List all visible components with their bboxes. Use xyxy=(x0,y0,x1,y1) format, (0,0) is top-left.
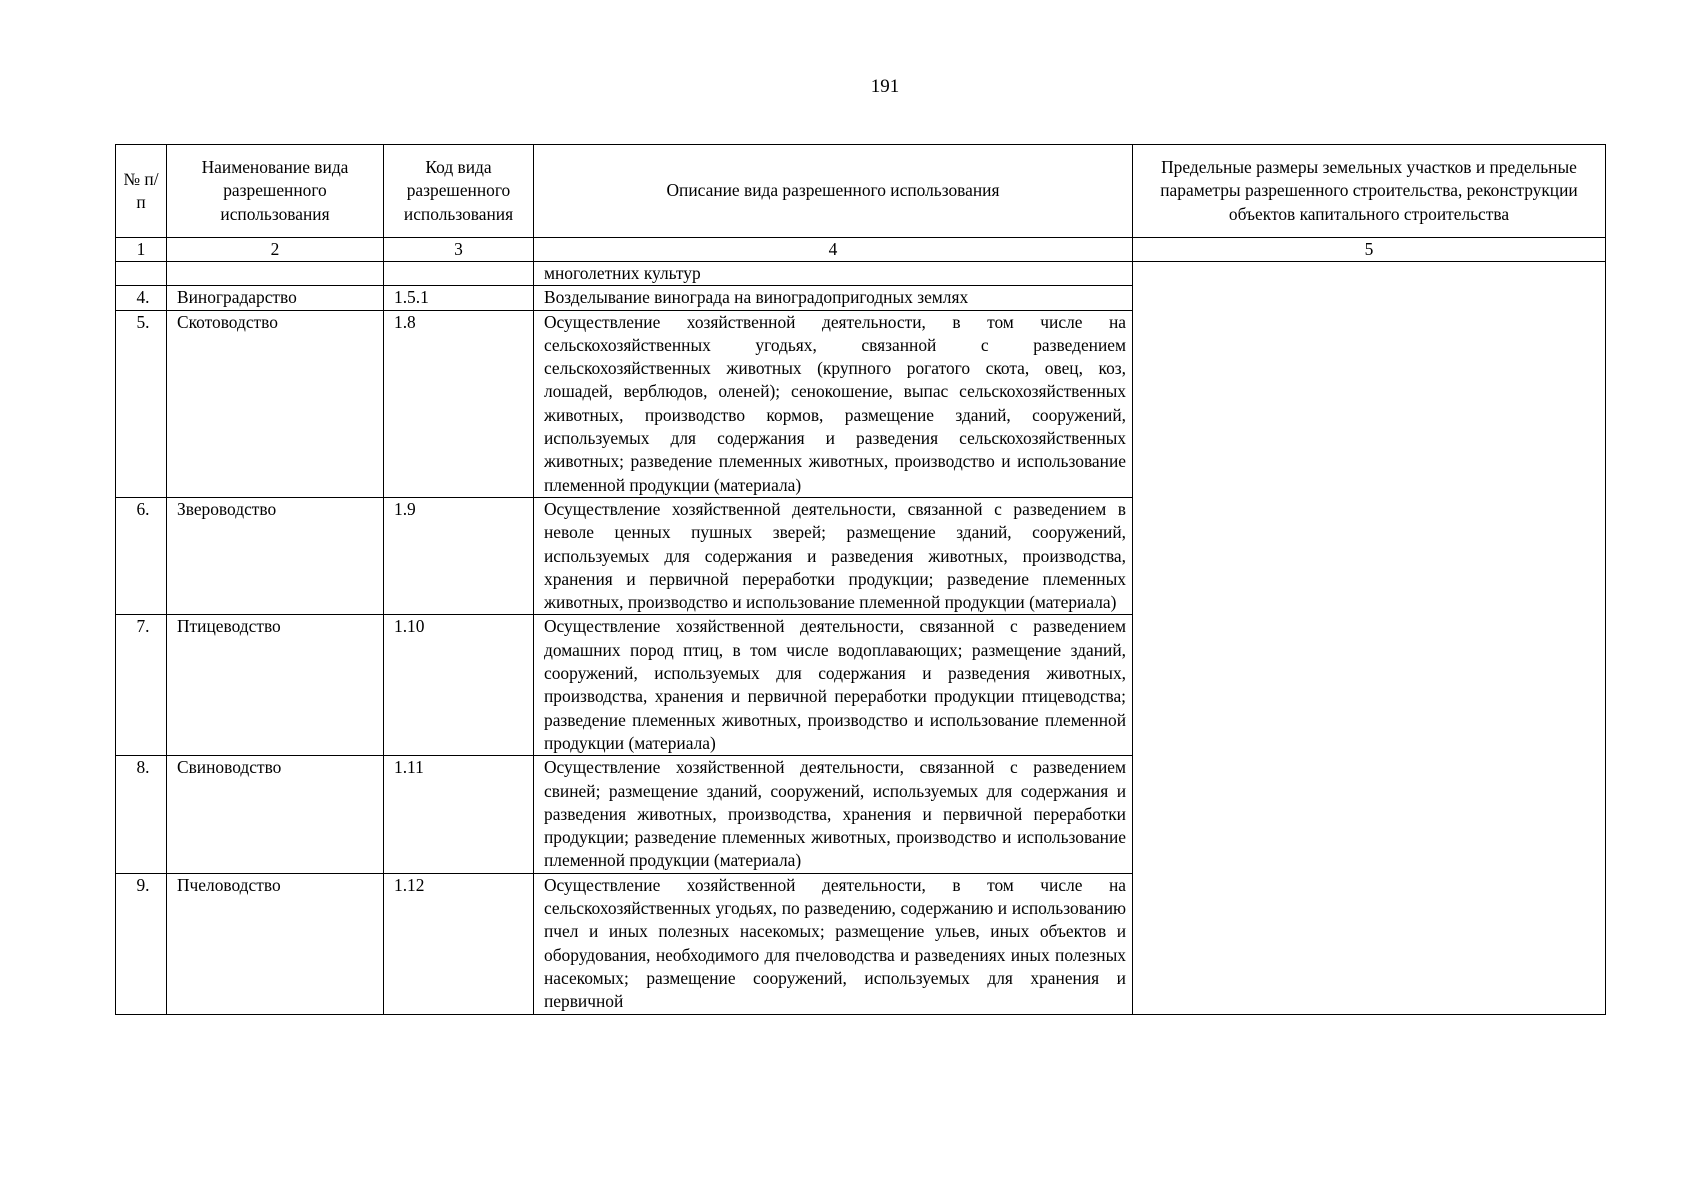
limit-parameters-cell xyxy=(1133,262,1606,1015)
use-code: 1.10 xyxy=(384,615,534,756)
use-name: Пчеловодство xyxy=(167,873,384,1014)
row-number: 8. xyxy=(116,756,167,873)
row-number: 7. xyxy=(116,615,167,756)
row-number xyxy=(116,262,167,286)
use-description: многолетних культур xyxy=(534,262,1133,286)
use-code: 1.11 xyxy=(384,756,534,873)
column-number: 2 xyxy=(167,238,384,262)
use-name: Скотоводство xyxy=(167,310,384,497)
column-number: 4 xyxy=(534,238,1133,262)
header-number: № п/п xyxy=(116,145,167,238)
use-description: Осуществление хозяйственной деятельности, в том числе на сельскохозяйственных угодьях, связанной с разведением сельскохозяйственных животных (крупного рогатого скота, овец, коз, лошадей, верблюдов, оленей); сенокошение, выпас сельскохозяйственных животных, производство кормов, размещение зданий, сооружений, используемых для содержания и разведения сельскохозяйственных животных; разведение племенных животных, производство и использование племенной продукции (материала) xyxy=(534,310,1133,497)
column-number-row xyxy=(116,238,1606,262)
use-description: Осуществление хозяйственной деятельности, в том числе на сельскохозяйственных угодьях, по разведению, содержанию и использованию пчел и иных полезных насекомых; размещение ульев, иных объектов и оборудования, необходимого для пчеловодства и разведениях иных полезных насекомых; размещение сооружений, используемых для хранения и первичной xyxy=(534,873,1133,1014)
use-code: 1.8 xyxy=(384,310,534,497)
permitted-use-table xyxy=(115,144,1606,1015)
use-name: Виноградарство xyxy=(167,286,384,310)
header-use-name: Наименование вида разрешенного использования xyxy=(167,145,384,238)
row-number: 4. xyxy=(116,286,167,310)
use-code: 1.12 xyxy=(384,873,534,1014)
row-number: 6. xyxy=(116,497,167,614)
use-name: Птицеводство xyxy=(167,615,384,756)
use-description: Осуществление хозяйственной деятельности, связанной с разведением домашних пород птиц, в том числе водоплавающих; размещение зданий, сооружений, используемых для содержания и разведения животных, производства, хранения и первичной переработки продукции птицеводства; разведение племенных животных, производство и использование племенной продукции (материала) xyxy=(534,615,1133,756)
column-number: 1 xyxy=(116,238,167,262)
row-number: 9. xyxy=(116,873,167,1014)
use-name: Свиноводство xyxy=(167,756,384,873)
use-name xyxy=(167,262,384,286)
header-use-code: Код вида разрешенного использования xyxy=(384,145,534,238)
use-code: 1.5.1 xyxy=(384,286,534,310)
use-name: Звероводство xyxy=(167,497,384,614)
use-code xyxy=(384,262,534,286)
use-description: Возделывание винограда на виноградопригодных землях xyxy=(534,286,1133,310)
column-number: 3 xyxy=(384,238,534,262)
header-limit-parameters: Предельные размеры земельных участков и предельные параметры разрешенного строительства, реконструкции объектов капитального строительства xyxy=(1133,145,1606,238)
page-number: 191 xyxy=(870,76,900,97)
header-use-description: Описание вида разрешенного использования xyxy=(534,145,1133,238)
column-number: 5 xyxy=(1133,238,1606,262)
use-description: Осуществление хозяйственной деятельности, связанной с разведением в неволе ценных пушных зверей; размещение зданий, сооружений, используемых для содержания и разведения животных, производства, хранения и первичной переработки продукции; разведение племенных животных, производство и использование племенной продукции (материала) xyxy=(534,497,1133,614)
row-number: 5. xyxy=(116,310,167,497)
use-code: 1.9 xyxy=(384,497,534,614)
table-header-row xyxy=(116,145,1606,238)
use-description: Осуществление хозяйственной деятельности, связанной с разведением свиней; размещение зданий, сооружений, используемых для содержания и разведения животных, производства, хранения и первичной переработки продукции; разведение племенных животных, производство и использование племенной продукции (материала) xyxy=(534,756,1133,873)
table-row xyxy=(116,262,1606,286)
